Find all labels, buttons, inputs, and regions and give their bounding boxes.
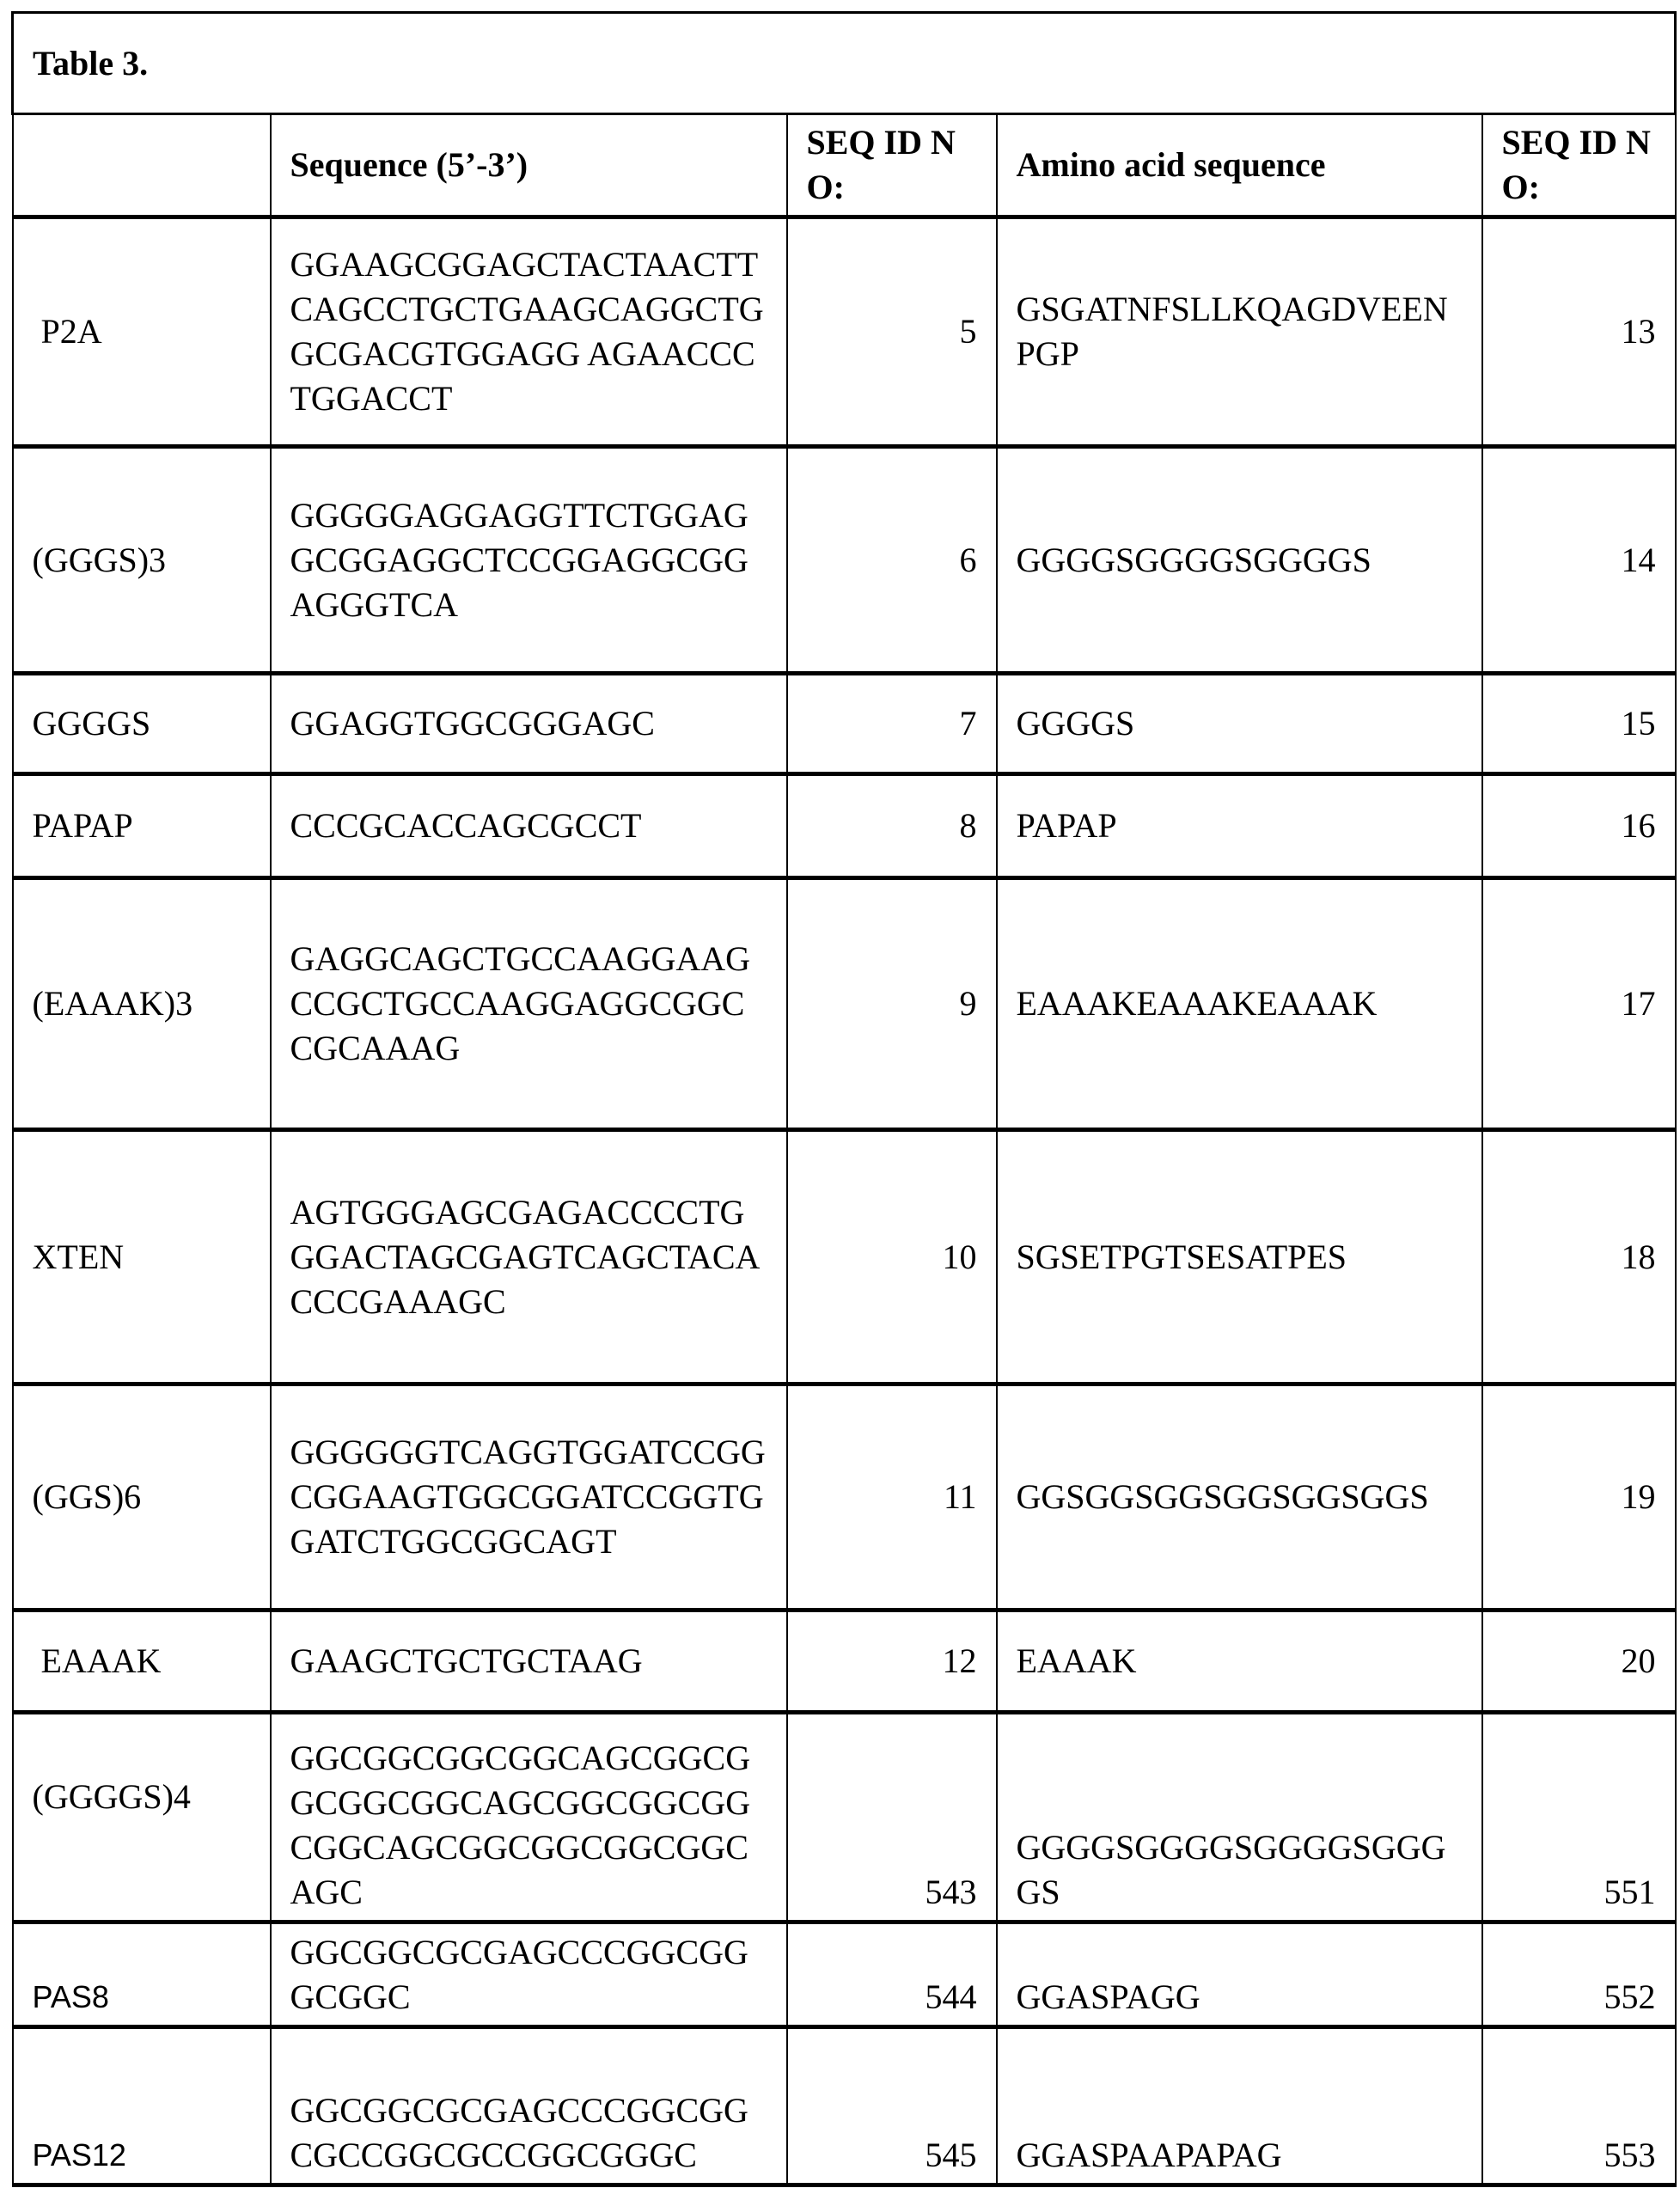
dna-sequence: GGAGGTGGCGGGAGC xyxy=(271,674,787,774)
dna-sequence: GGCGGCGGCGGCAGCGGCGGCGGCGGCAGCGGCGGCGGCGGCAGCGGCGGCGGCGGCAGC xyxy=(271,1713,787,1922)
amino-acid-sequence: GGASPAGG xyxy=(997,1922,1482,2027)
table-row xyxy=(13,1922,1676,2027)
row-label: GGGGS xyxy=(13,674,271,774)
dna-sequence: GAGGCAGCTGCCAAGGAAGCCGCTGCCAAGGAGGCGGCCGCAAAG xyxy=(271,878,787,1130)
aa-seq-id: 16 xyxy=(1482,774,1676,878)
amino-acid-sequence: EAAAK xyxy=(997,1610,1482,1713)
dna-seq-id: 8 xyxy=(787,774,997,878)
aa-seq-id: 15 xyxy=(1482,674,1676,774)
header-aa-seq-id: SEQ ID NO: xyxy=(1482,114,1676,217)
table-row xyxy=(13,2027,1676,2185)
header-amino-acid-sequence: Amino acid sequence xyxy=(997,114,1482,217)
aa-seq-id: 19 xyxy=(1482,1384,1676,1610)
amino-acid-sequence: GGGGSGGGGSGGGGSGGGGS xyxy=(997,1713,1482,1922)
dna-seq-id: 545 xyxy=(787,2027,997,2185)
dna-sequence: GGCGGCGCGAGCCCGGCGGCGCCGGCGCCGGCGGGC xyxy=(271,2027,787,2185)
dna-sequence: CCCGCACCAGCGCCT xyxy=(271,774,787,878)
amino-acid-sequence: EAAAKEAAAKEAAAK xyxy=(997,878,1482,1130)
row-label: PAPAP xyxy=(13,774,271,878)
amino-acid-sequence: GGSGGSGGSGGSGGSGGS xyxy=(997,1384,1482,1610)
row-label: P2A xyxy=(13,217,271,447)
table-row xyxy=(13,217,1676,447)
aa-seq-id: 17 xyxy=(1482,878,1676,1130)
dna-seq-id: 543 xyxy=(787,1713,997,1922)
dna-seq-id: 6 xyxy=(787,447,997,674)
row-label: (GGS)6 xyxy=(13,1384,271,1610)
dna-seq-id: 11 xyxy=(787,1384,997,1610)
dna-seq-id: 10 xyxy=(787,1130,997,1384)
dna-seq-id: 12 xyxy=(787,1610,997,1713)
dna-seq-id: 544 xyxy=(787,1922,997,2027)
table-row xyxy=(13,774,1676,878)
dna-seq-id: 5 xyxy=(787,217,997,447)
dna-seq-id: 9 xyxy=(787,878,997,1130)
dna-sequence: GGAAGCGGAGCTACTAACTTCAGCCTGCTGAAGCAGGCTGGCGACGTGGAGG AGAACCCTGGACCT xyxy=(271,217,787,447)
amino-acid-sequence: GSGATNFSLLKQAGDVEENPGP xyxy=(997,217,1482,447)
amino-acid-sequence: SGSETPGTSESATPES xyxy=(997,1130,1482,1384)
amino-acid-sequence: GGGGS xyxy=(997,674,1482,774)
header-dna-sequence: Sequence (5’-3’) xyxy=(271,114,787,217)
table-row xyxy=(13,674,1676,774)
aa-seq-id: 14 xyxy=(1482,447,1676,674)
dna-seq-id: 7 xyxy=(787,674,997,774)
aa-seq-id: 553 xyxy=(1482,2027,1676,2185)
row-label: XTEN xyxy=(13,1130,271,1384)
table-3 xyxy=(11,11,1677,2187)
row-label: EAAAK xyxy=(13,1610,271,1713)
table-row xyxy=(13,1713,1676,1922)
row-label: (GGGS)3 xyxy=(13,447,271,674)
table-row xyxy=(13,1130,1676,1384)
aa-seq-id: 20 xyxy=(1482,1610,1676,1713)
dna-sequence: GGGGGAGGAGGTTCTGGAGGCGGAGGCTCCGGAGGCGGAGGGTCA xyxy=(271,447,787,674)
row-label: PAS8 xyxy=(13,1922,271,2027)
table-row xyxy=(13,1384,1676,1610)
row-label: (GGGGS)4 xyxy=(13,1713,271,1922)
table-row xyxy=(13,447,1676,674)
table-row xyxy=(13,1610,1676,1713)
dna-sequence: GGGGGGTCAGGTGGATCCGGCGGAAGTGGCGGATCCGGTGGATCTGGCGGCAGT xyxy=(271,1384,787,1610)
header-name xyxy=(13,114,271,217)
row-label: (EAAAK)3 xyxy=(13,878,271,1130)
amino-acid-sequence: PAPAP xyxy=(997,774,1482,878)
table-row xyxy=(13,878,1676,1130)
table-title: Table 3. xyxy=(13,13,1676,114)
dna-sequence: GAAGCTGCTGCTAAG xyxy=(271,1610,787,1713)
row-label: PAS12 xyxy=(13,2027,271,2185)
aa-seq-id: 551 xyxy=(1482,1713,1676,1922)
header-dna-seq-id: SEQ ID NO: xyxy=(787,114,997,217)
amino-acid-sequence: GGASPAAPAPAG xyxy=(997,2027,1482,2185)
amino-acid-sequence: GGGGSGGGGSGGGGS xyxy=(997,447,1482,674)
aa-seq-id: 552 xyxy=(1482,1922,1676,2027)
aa-seq-id: 13 xyxy=(1482,217,1676,447)
dna-sequence: AGTGGGAGCGAGACCCCTGGGACTAGCGAGTCAGCTACACCCGAAAGC xyxy=(271,1130,787,1384)
dna-sequence: GGCGGCGCGAGCCCGGCGGGCGGC xyxy=(271,1922,787,2027)
aa-seq-id: 18 xyxy=(1482,1130,1676,1384)
